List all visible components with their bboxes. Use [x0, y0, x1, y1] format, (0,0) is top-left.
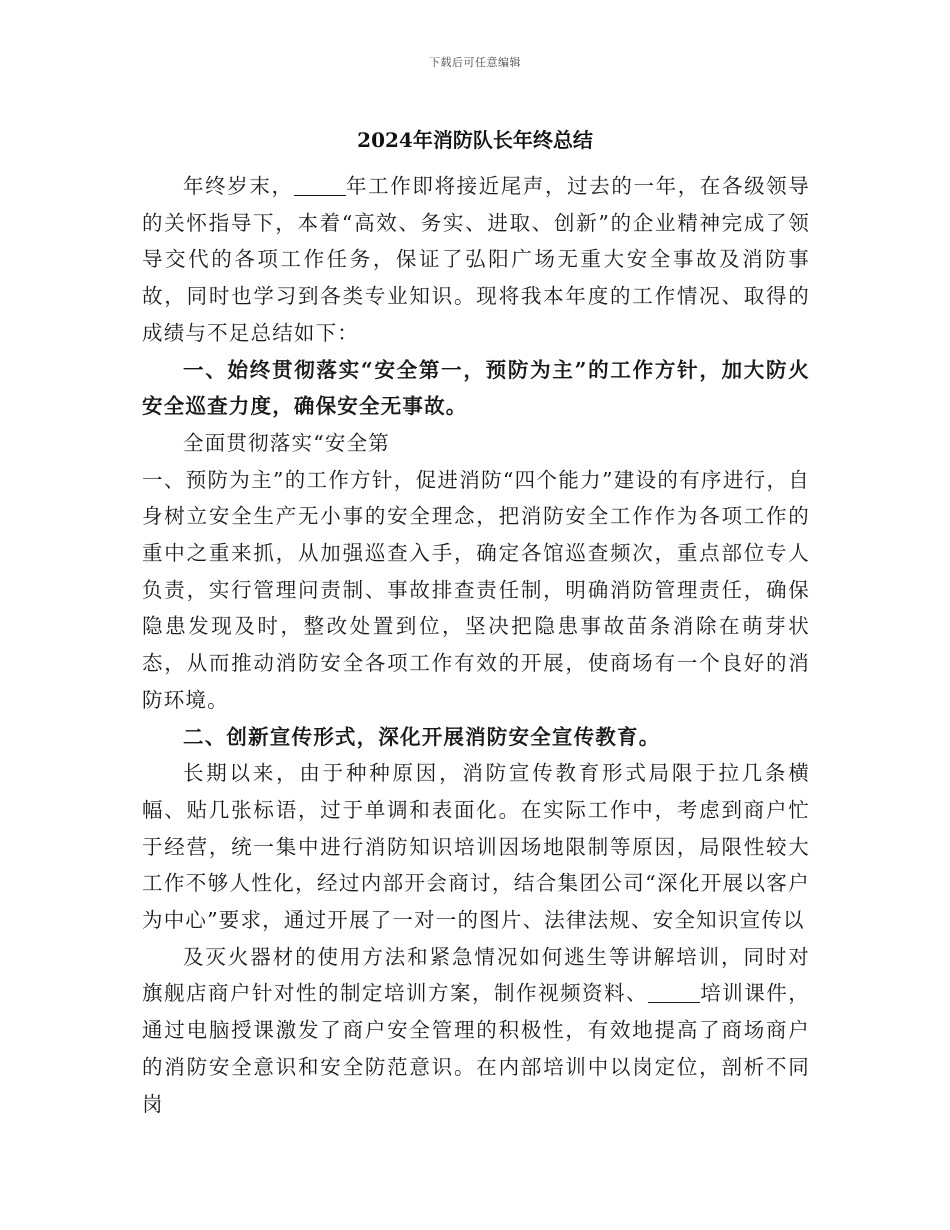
paragraph-safety-first: 全面贯彻落实“安全第: [183, 430, 390, 455]
blank-line: [294, 175, 346, 197]
header-note: 下载后可任意编辑: [429, 56, 521, 69]
document-body: [142, 168, 810, 1122]
document-title: 2024年消防队长年终总结: [357, 128, 593, 152]
paragraph-training: [142, 939, 810, 1123]
training-text-start: 及灭火器材的使用方法和紧急情况如何逃生等讲解培训，同时对旗舰店商户针对性的制定培训方案，制作视频资料、: [142, 944, 810, 1006]
training-text-end: 培训课件，通过电脑授课激发了商户安全管理的积极性，有效地提高了商场商户的消防安全意识和安全防范意识。在内部培训中以岗定位，剖析不同岗: [142, 981, 810, 1116]
blank-line: [648, 982, 700, 1004]
intro-text-start: 年终岁末，: [183, 174, 294, 198]
intro-text-end: 年工作即将接近尾声，过去的一年，在各级领导的关怀指导下，本着“高效、务实、进取、创新”的企业精神完成了领导交代的各项工作任务，保证了弘阳广场无重大安全事故及消防事故，同时也学习到各类专业知识。现将我本年度的工作情况、取得的成绩与不足总结如下：: [142, 174, 810, 345]
intro-paragraph: [142, 168, 810, 352]
section-heading-2: 二、创新宣传形式，深化开展消防安全宣传教育。: [183, 724, 661, 749]
paragraph-prevention: 一、预防为主”的工作方针，促进消防“四个能力”建设的有序进行，自身树立安全生产无小事的安全理念，把消防安全工作作为各项工作的重中之重来抓，从加强巡查入手，确定各馆巡查频次，重点部位专人负责，实行管理问责制、事故排查责任制，明确消防管理责任，确保隐患发现及时，整改处置到位，坚决把隐患事故苗条消除在萌芽状态，从而推动消防安全各项工作有效的开展，使商场有一个良好的消防环境。: [142, 467, 810, 712]
section-heading-1: 一、始终贯彻落实“安全第一，预防为主”的工作方针，加大防火安全巡查力度，确保安全无事故。: [142, 357, 810, 419]
paragraph-publicity: 长期以来，由于种种原因，消防宣传教育形式局限于拉几条横幅、贴几张标语，过于单调和表面化。在实际工作中，考虑到商户忙于经营，统一集中进行消防知识培训因场地限制等原因，局限性较大工作不够人性化，经过内部开会商讨，结合集团公司“深化开展以客户为中心”要求，通过开展了一对一的图片、法律法规、安全知识宣传以: [142, 761, 810, 933]
